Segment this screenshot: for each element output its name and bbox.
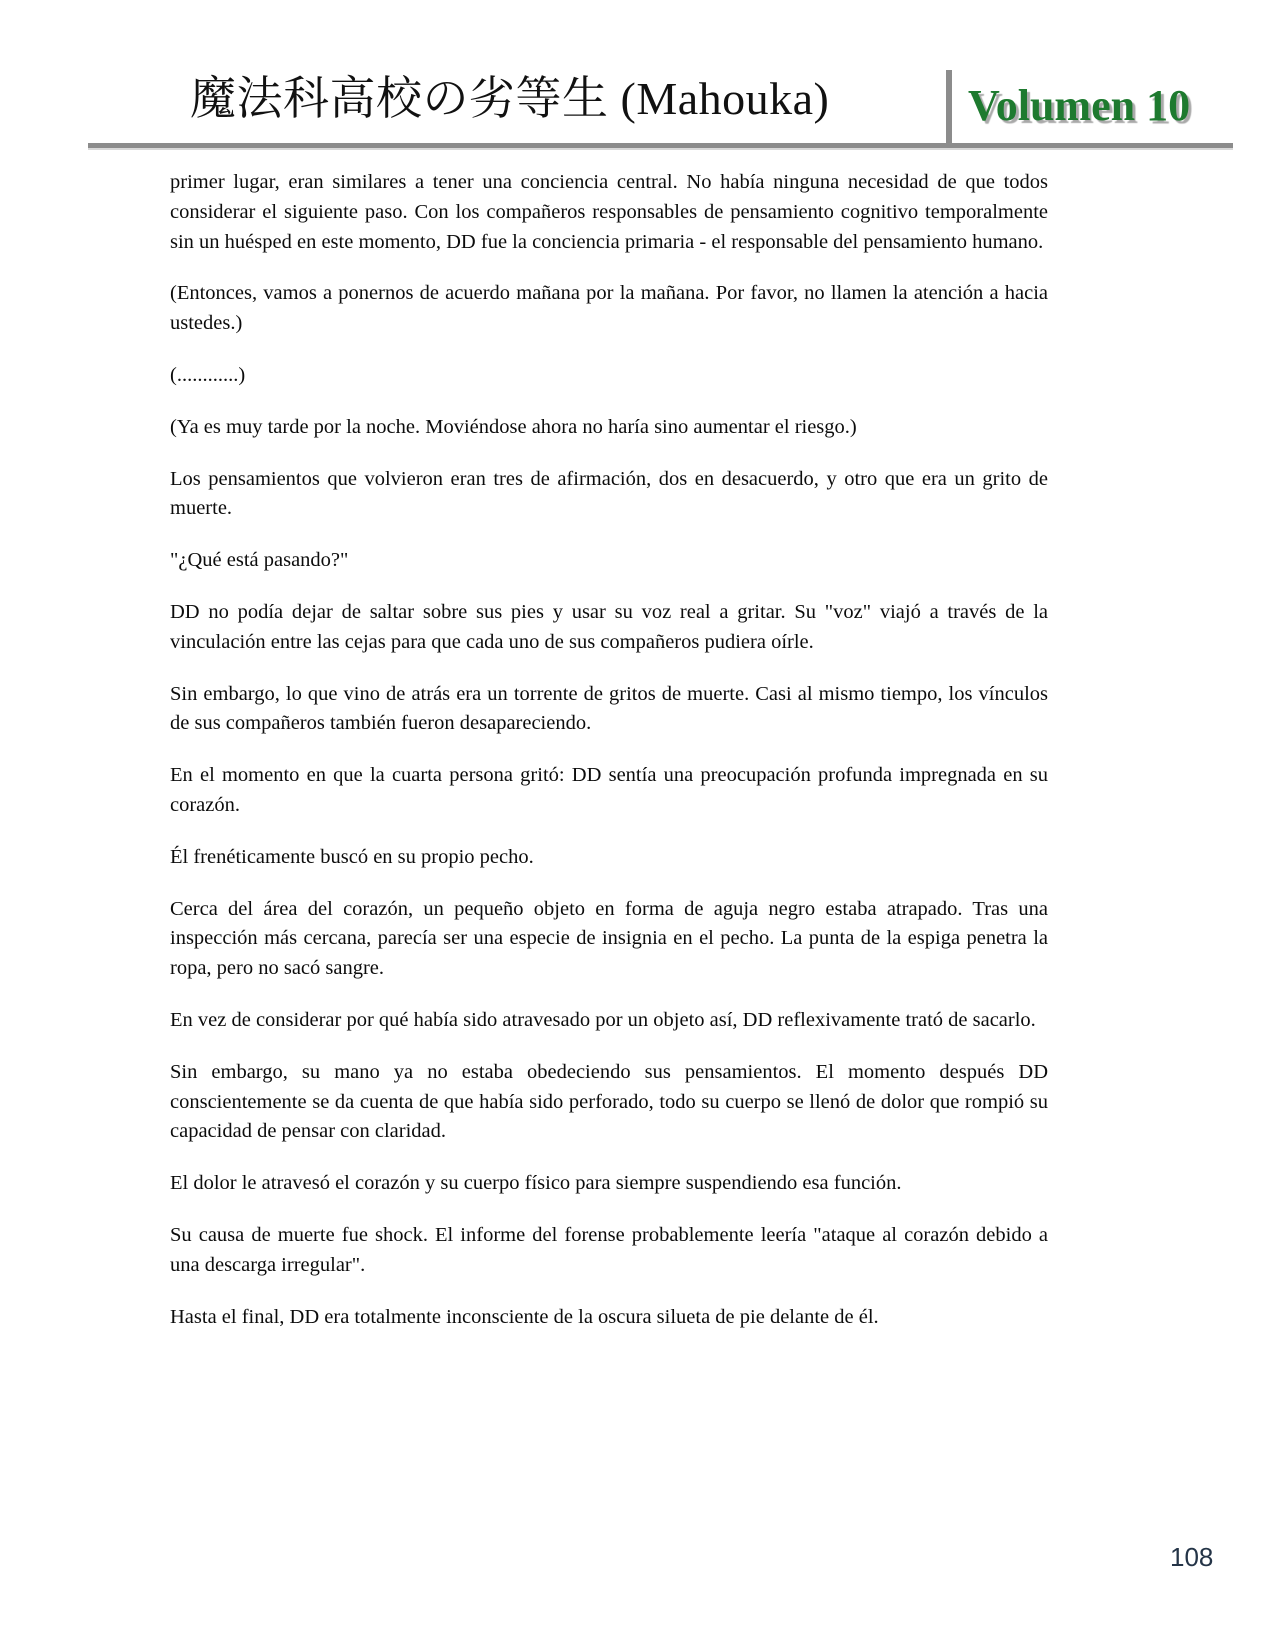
paragraph-6: "¿Qué está pasando?" <box>170 549 349 572</box>
paragraph-1: primer lugar, eran similares a tener una conciencia central. No había ninguna necesidad de que todos considerar el siguiente paso. Con los compañeros responsables de pensamiento cognitivo temporalmente sin un huésped en este momento, DD fue la conciencia primaria - el responsable del pensamiento humano. <box>170 171 1048 253</box>
paragraph-16: Hasta el final, DD era totalmente inconsciente de la oscura silueta de pie delante de él. <box>170 1305 879 1328</box>
header-vertical-divider <box>946 70 952 149</box>
paragraph-4: (Ya es muy tarde por la noche. Moviéndose ahora no haría sino aumentar el riesgo.) <box>170 415 857 438</box>
page-body <box>170 168 1048 1354</box>
paragraph-11: Cerca del área del corazón, un pequeño objeto en forma de aguja negro estaba atrapado. Tras una inspección más cercana, parecía ser una especie de insignia en el pecho. La punta de la espiga penetra la ropa, pero no sacó sangre. <box>170 897 1048 980</box>
document-title: 魔法科高校の劣等生 (Mahouka) <box>190 73 830 124</box>
paragraph-7: DD no podía dejar de saltar sobre sus pies y usar su voz real a gritar. Su "voz" viajó a través de la vinculación entre las cejas para que cada uno de sus compañeros pudiera oírle. <box>170 600 1048 653</box>
paragraph-2: (Entonces, vamos a ponernos de acuerdo mañana por la mañana. Por favor, no llamen la atención a hacia ustedes.) <box>170 282 1048 335</box>
paragraph-13: Sin embargo, su mano ya no estaba obedeciendo sus pensamientos. El momento después DD conscientemente se da cuenta de que había sido perforado, todo su cuerpo se llenó de dolor que rompió su capacidad de pensar con claridad. <box>170 1060 1048 1143</box>
paragraph-5: Los pensamientos que volvieron eran tres de afirmación, dos en desacuerdo, y otro que era un grito de muerte. <box>170 467 1048 520</box>
paragraph-10: Él frenéticamente buscó en su propio pecho. <box>170 845 534 868</box>
paragraph-9: En el momento en que la cuarta persona gritó: DD sentía una preocupación profunda impregnada en su corazón. <box>170 764 1048 816</box>
paragraph-8: Sin embargo, lo que vino de atrás era un torrente de gritos de muerte. Casi al mismo tiempo, los vínculos de sus compañeros también fueron desapareciendo. <box>170 682 1048 735</box>
paragraph-12: En vez de considerar por qué había sido atravesado por un objeto así, DD reflexivamente trató de sacarlo. <box>170 1008 1036 1031</box>
paragraph-15: Su causa de muerte fue shock. El informe del forense probablemente leería "ataque al corazón debido a una descarga irregular". <box>170 1223 1048 1276</box>
paragraph-14: El dolor le atravesó el corazón y su cuerpo físico para siempre suspendiendo esa función. <box>170 1172 902 1195</box>
header-rule <box>88 143 1233 150</box>
volume-title: Volumen 10 <box>968 81 1191 130</box>
paragraph-3: (............) <box>170 363 246 386</box>
page-number: 108 <box>1170 1542 1214 1572</box>
